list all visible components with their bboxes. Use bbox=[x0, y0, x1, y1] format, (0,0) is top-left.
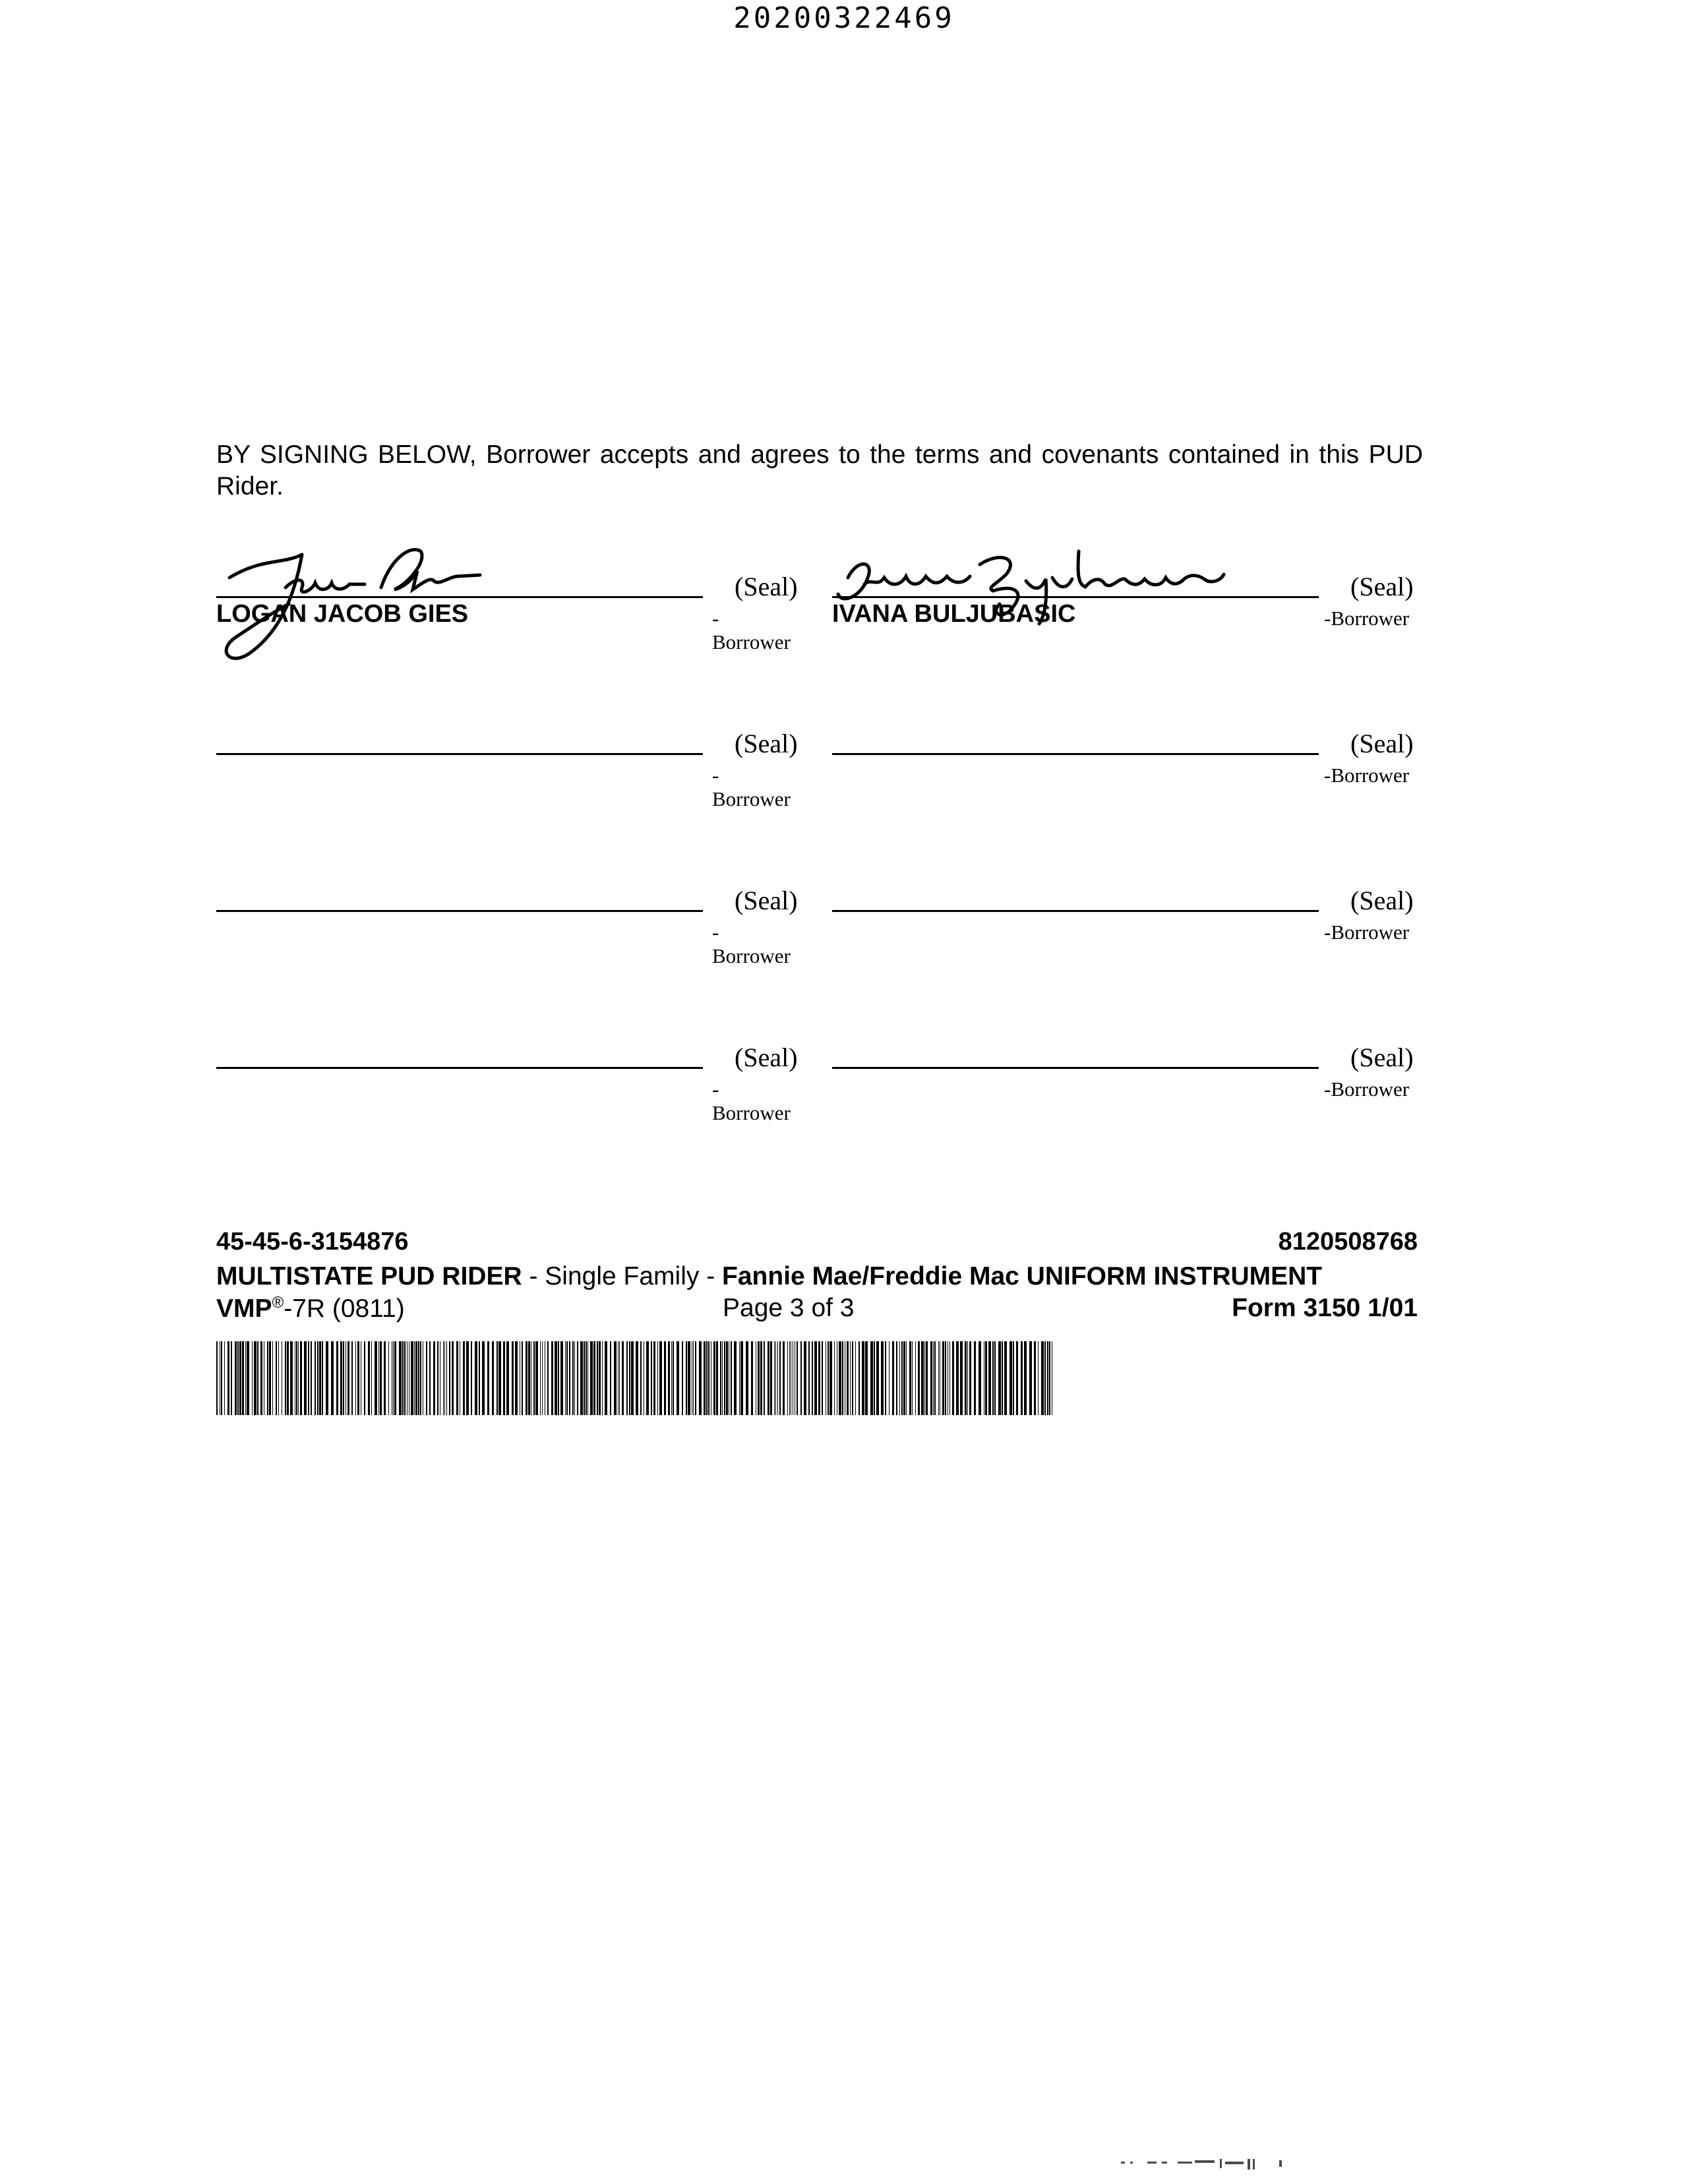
barcode-bar bbox=[619, 1341, 620, 1415]
signing-statement: BY SIGNING BELOW, Borrower accepts and agrees to the terms and covenants contained in this PUD Rider. bbox=[216, 440, 1423, 501]
barcode-bar bbox=[930, 1341, 932, 1415]
barcode-bar bbox=[433, 1341, 435, 1415]
form-title-name: MULTISTATE PUD RIDER bbox=[216, 1262, 522, 1290]
seal-label: (Seal) bbox=[735, 886, 798, 915]
barcode-bar bbox=[646, 1341, 649, 1415]
barcode-bar bbox=[659, 1341, 662, 1415]
signature-block-borrower-1 bbox=[216, 571, 798, 653]
barcode-bar bbox=[713, 1341, 715, 1415]
barcode-bar bbox=[671, 1341, 672, 1415]
barcode-bar bbox=[512, 1341, 514, 1415]
barcode-bar bbox=[938, 1341, 939, 1415]
barcode-bar bbox=[724, 1341, 725, 1415]
barcode-bar bbox=[437, 1341, 438, 1415]
barcode-bar bbox=[934, 1341, 936, 1415]
barcode-bar bbox=[812, 1341, 813, 1415]
barcode-bar bbox=[590, 1341, 593, 1415]
barcode-bar bbox=[526, 1341, 528, 1415]
barcode-bar bbox=[446, 1341, 447, 1415]
barcode-bar bbox=[850, 1341, 851, 1415]
barcode-bar bbox=[414, 1341, 415, 1415]
barcode-bar bbox=[402, 1341, 404, 1415]
barcode-bar bbox=[622, 1341, 624, 1415]
barcode-bar bbox=[415, 1341, 417, 1415]
page-indicator: Page 3 of 3 bbox=[723, 1294, 855, 1322]
barcode-bar bbox=[899, 1341, 900, 1415]
barcode-bar bbox=[797, 1341, 798, 1415]
barcode-bar bbox=[686, 1341, 687, 1415]
barcode-bar bbox=[839, 1341, 841, 1415]
barcode-bar bbox=[992, 1341, 994, 1415]
borrower-role-label: -Borrower bbox=[1324, 921, 1410, 944]
barcode-bar bbox=[834, 1341, 835, 1415]
barcode-bar bbox=[1034, 1341, 1036, 1415]
borrower-role-label: -Borrower bbox=[712, 921, 791, 967]
barcode-bar bbox=[682, 1341, 683, 1415]
barcode-bar bbox=[881, 1341, 884, 1415]
borrower-role-label: -Borrower bbox=[712, 1077, 791, 1124]
barcode-bar bbox=[740, 1341, 743, 1415]
barcode-bar bbox=[804, 1341, 806, 1415]
registered-mark: ® bbox=[272, 1294, 284, 1312]
barcode-bar bbox=[870, 1341, 873, 1415]
signature-block-borrower-6 bbox=[832, 885, 1419, 944]
barcode-bar bbox=[399, 1341, 402, 1415]
barcode-bar bbox=[336, 1341, 338, 1415]
barcode-bar bbox=[614, 1341, 617, 1415]
barcode-bar bbox=[783, 1341, 785, 1415]
barcode-bar bbox=[664, 1341, 666, 1415]
vmp-prefix: VMP bbox=[216, 1294, 272, 1323]
barcode-bar bbox=[1049, 1341, 1050, 1415]
barcode-bar bbox=[599, 1341, 601, 1415]
barcode-bar bbox=[388, 1341, 389, 1415]
barcode-bar bbox=[260, 1341, 262, 1415]
barcode-bar bbox=[247, 1341, 249, 1415]
barcode-bar bbox=[764, 1341, 765, 1415]
signature-block-borrower-8 bbox=[832, 1042, 1419, 1101]
borrower-role-label: -Borrower bbox=[712, 764, 791, 810]
barcode-bar bbox=[317, 1341, 318, 1415]
form-title-instrument: Fannie Mae/Freddie Mac UNIFORM INSTRUMENT bbox=[722, 1262, 1323, 1290]
barcode-bar bbox=[668, 1341, 670, 1415]
barcode-bar bbox=[487, 1341, 489, 1415]
barcode-bar bbox=[368, 1341, 370, 1415]
barcode-bar bbox=[347, 1341, 349, 1415]
barcode-bar bbox=[774, 1341, 775, 1415]
borrower-role-label: -Borrower bbox=[712, 607, 791, 653]
barcode-bar bbox=[906, 1341, 907, 1415]
barcode-bar bbox=[542, 1341, 543, 1415]
barcode-bar bbox=[515, 1341, 518, 1415]
form-title-family: - Single Family - bbox=[522, 1262, 723, 1290]
signature-block-borrower-3 bbox=[216, 728, 798, 810]
case-number: 8120508768 bbox=[1278, 1228, 1418, 1256]
barcode-bar bbox=[657, 1341, 658, 1415]
barcode-bar bbox=[610, 1341, 611, 1415]
barcode-bar bbox=[956, 1341, 959, 1415]
barcode-bar bbox=[227, 1341, 229, 1415]
barcode-bar bbox=[298, 1341, 299, 1415]
barcode-bar bbox=[276, 1341, 277, 1415]
barcode-bar bbox=[547, 1341, 549, 1415]
barcode-bar bbox=[497, 1341, 498, 1415]
barcode-bar bbox=[818, 1341, 820, 1415]
barcode-bar bbox=[1016, 1341, 1018, 1415]
barcode-bar bbox=[231, 1341, 232, 1415]
document-number: 20200322469 bbox=[733, 1, 955, 35]
barcode-bar bbox=[985, 1341, 987, 1415]
barcode-bar bbox=[1004, 1341, 1007, 1415]
barcode-bar bbox=[822, 1341, 823, 1415]
barcode-bar bbox=[378, 1341, 379, 1415]
barcode-bar bbox=[924, 1341, 925, 1415]
seal-label: (Seal) bbox=[735, 572, 798, 601]
seal-label: (Seal) bbox=[1350, 729, 1414, 758]
barcode-bar bbox=[224, 1341, 225, 1415]
barcode-bar bbox=[859, 1341, 860, 1415]
barcode-bar bbox=[375, 1341, 377, 1415]
signature-line bbox=[832, 753, 1319, 755]
barcode-bar bbox=[482, 1341, 485, 1415]
barcode-bar bbox=[787, 1341, 788, 1415]
barcode-bar bbox=[1044, 1341, 1046, 1415]
barcode-bar bbox=[463, 1341, 465, 1415]
barcode-bar bbox=[629, 1341, 630, 1415]
barcode-bar bbox=[885, 1341, 886, 1415]
barcode-bar bbox=[586, 1341, 587, 1415]
barcode-bar bbox=[304, 1341, 307, 1415]
barcode-bar bbox=[746, 1341, 748, 1415]
barcode-bar bbox=[828, 1341, 829, 1415]
barcode-bar bbox=[734, 1341, 737, 1415]
barcode-bar bbox=[636, 1341, 638, 1415]
barcode-bar bbox=[420, 1341, 421, 1415]
barcode-bar bbox=[988, 1341, 991, 1415]
barcode-bar bbox=[235, 1341, 237, 1415]
barcode-bar bbox=[1029, 1341, 1032, 1415]
barcode-bar bbox=[945, 1341, 946, 1415]
barcode-bar bbox=[597, 1341, 598, 1415]
borrower-role-label: -Borrower bbox=[1324, 607, 1410, 630]
barcode-bar bbox=[918, 1341, 920, 1415]
barcode-bar bbox=[555, 1341, 557, 1415]
barcode-bar bbox=[237, 1341, 239, 1415]
signature-line bbox=[216, 753, 703, 755]
barcode-bar bbox=[560, 1341, 563, 1415]
signature-line bbox=[832, 1067, 1319, 1069]
barcode-bar bbox=[257, 1341, 258, 1415]
barcode-bar bbox=[775, 1341, 776, 1415]
signature-line bbox=[216, 1067, 703, 1069]
seal-label: (Seal) bbox=[735, 1043, 798, 1072]
barcode-bar bbox=[269, 1341, 271, 1415]
barcode-bar bbox=[566, 1341, 568, 1415]
barcode-bar bbox=[449, 1341, 450, 1415]
barcode-bar bbox=[695, 1341, 696, 1415]
barcode-bar bbox=[290, 1341, 293, 1415]
barcode-bar bbox=[384, 1341, 386, 1415]
barcode-bar bbox=[380, 1341, 382, 1415]
borrower-printed-name: IVANA BULJUBASIC bbox=[832, 600, 1076, 628]
barcode-bar bbox=[716, 1341, 718, 1415]
barcode-bar bbox=[699, 1341, 702, 1415]
barcode-bar bbox=[777, 1341, 778, 1415]
signature-block-borrower-2 bbox=[832, 571, 1419, 630]
barcode-bar bbox=[340, 1341, 342, 1415]
barcode-bar bbox=[1024, 1341, 1027, 1415]
barcode-bar bbox=[296, 1341, 297, 1415]
signature-line bbox=[832, 910, 1319, 912]
scan-artifact-marks bbox=[1121, 2154, 1517, 2173]
barcode-bar bbox=[677, 1341, 679, 1415]
barcode-bar bbox=[394, 1341, 396, 1415]
barcode-bar bbox=[969, 1341, 971, 1415]
barcode-bar bbox=[252, 1341, 253, 1415]
barcode-bar bbox=[693, 1341, 694, 1415]
barcode-bar bbox=[842, 1341, 843, 1415]
barcode-bar bbox=[960, 1341, 963, 1415]
barcode-bar bbox=[429, 1341, 431, 1415]
barcode-bar bbox=[876, 1341, 879, 1415]
barcode-bar bbox=[726, 1341, 728, 1415]
barcode-bar bbox=[915, 1341, 916, 1415]
barcode-bar bbox=[540, 1341, 541, 1415]
barcode-bar bbox=[688, 1341, 690, 1415]
signature-block-borrower-5 bbox=[216, 885, 798, 967]
barcode-bar bbox=[308, 1341, 309, 1415]
barcode-bar bbox=[584, 1341, 585, 1415]
barcode-bar bbox=[364, 1341, 365, 1415]
barcode-bar bbox=[933, 1341, 934, 1415]
barcode-bar bbox=[242, 1341, 244, 1415]
barcode-bar bbox=[770, 1341, 772, 1415]
barcode-bar bbox=[896, 1341, 897, 1415]
barcode-bar bbox=[673, 1341, 674, 1415]
barcode-bar bbox=[456, 1341, 458, 1415]
form-title bbox=[216, 1262, 1322, 1291]
barcode-bar bbox=[952, 1341, 954, 1415]
barcode-bar bbox=[751, 1341, 753, 1415]
barcode-bar bbox=[577, 1341, 578, 1415]
barcode-bar bbox=[909, 1341, 911, 1415]
barcode-bar bbox=[572, 1341, 574, 1415]
barcode-bar bbox=[479, 1341, 480, 1415]
barcode-bar bbox=[829, 1341, 832, 1415]
barcode-bar bbox=[1021, 1341, 1023, 1415]
barcode-bar bbox=[965, 1341, 967, 1415]
barcode-bar bbox=[593, 1341, 595, 1415]
barcode-bar bbox=[503, 1341, 505, 1415]
barcode-bar bbox=[569, 1341, 570, 1415]
barcode-bar bbox=[239, 1341, 241, 1415]
barcode bbox=[216, 1341, 1052, 1415]
vmp-form-code bbox=[216, 1294, 405, 1323]
seal-label: (Seal) bbox=[1350, 886, 1414, 915]
barcode-bar bbox=[605, 1341, 607, 1415]
barcode-bar bbox=[357, 1341, 359, 1415]
barcode-bar bbox=[351, 1341, 353, 1415]
barcode-bar bbox=[651, 1341, 652, 1415]
barcode-bar bbox=[528, 1341, 530, 1415]
barcode-bar bbox=[272, 1341, 273, 1415]
barcode-bar bbox=[558, 1341, 559, 1415]
vmp-suffix: -7R (0811) bbox=[284, 1294, 405, 1323]
barcode-bar bbox=[739, 1341, 740, 1415]
barcode-bar bbox=[216, 1341, 218, 1415]
barcode-bar bbox=[300, 1341, 302, 1415]
seal-label: (Seal) bbox=[1350, 1043, 1414, 1072]
borrower-role-label: -Borrower bbox=[1324, 1077, 1410, 1101]
barcode-bar bbox=[287, 1341, 289, 1415]
barcode-bar bbox=[1041, 1341, 1044, 1415]
barcode-bar bbox=[758, 1341, 760, 1415]
seal-label: (Seal) bbox=[735, 729, 798, 758]
barcode-bar bbox=[768, 1341, 769, 1415]
signature-line bbox=[216, 910, 703, 912]
barcode-bar bbox=[903, 1341, 905, 1415]
barcode-bar bbox=[800, 1341, 802, 1415]
barcode-bar bbox=[847, 1341, 849, 1415]
barcode-bar bbox=[865, 1341, 868, 1415]
barcode-bar bbox=[343, 1341, 344, 1415]
barcode-bar bbox=[862, 1341, 864, 1415]
barcode-bar bbox=[708, 1341, 709, 1415]
barcode-bar bbox=[631, 1341, 634, 1415]
barcode-bar bbox=[452, 1341, 454, 1415]
barcode-bar bbox=[998, 1341, 1001, 1415]
barcode-bar bbox=[852, 1341, 853, 1415]
barcode-bar bbox=[808, 1341, 810, 1415]
barcode-bar bbox=[506, 1341, 509, 1415]
barcode-bar bbox=[994, 1341, 996, 1415]
barcode-bar bbox=[789, 1341, 790, 1415]
barcode-bar bbox=[443, 1341, 444, 1415]
barcode-bar bbox=[426, 1341, 427, 1415]
barcode-bar bbox=[498, 1341, 501, 1415]
barcode-bar bbox=[492, 1341, 494, 1415]
barcode-bar bbox=[444, 1341, 445, 1415]
barcode-bar bbox=[722, 1341, 723, 1415]
barcode-bar bbox=[371, 1341, 372, 1415]
barcode-bar bbox=[921, 1341, 924, 1415]
barcode-bar bbox=[535, 1341, 538, 1415]
barcode-bar bbox=[967, 1341, 968, 1415]
barcode-bar bbox=[855, 1341, 856, 1415]
barcode-bar bbox=[326, 1341, 328, 1415]
form-number: Form 3150 1/01 bbox=[1232, 1294, 1418, 1322]
borrower-printed-name: LOGAN JACOB GIES bbox=[216, 600, 469, 628]
seal-label: (Seal) bbox=[1350, 572, 1414, 601]
barcode-bar bbox=[471, 1341, 472, 1415]
barcode-bar bbox=[1038, 1341, 1039, 1415]
barcode-bar bbox=[311, 1341, 312, 1415]
barcode-bar bbox=[1013, 1341, 1014, 1415]
barcode-bar bbox=[574, 1341, 575, 1415]
signature-block-borrower-7 bbox=[216, 1042, 798, 1124]
signature-block-borrower-4 bbox=[832, 728, 1419, 787]
barcode-bar bbox=[1047, 1341, 1048, 1415]
barcode-bar bbox=[731, 1341, 732, 1415]
barcode-bar bbox=[720, 1341, 721, 1415]
barcode-bar bbox=[901, 1341, 903, 1415]
barcode-bar bbox=[874, 1341, 875, 1415]
barcode-bar bbox=[551, 1341, 553, 1415]
barcode-bar bbox=[706, 1341, 708, 1415]
barcode-bar bbox=[704, 1341, 706, 1415]
barcode-bar bbox=[466, 1341, 469, 1415]
barcode-bar bbox=[245, 1341, 246, 1415]
barcode-bar bbox=[640, 1341, 642, 1415]
barcode-bar bbox=[533, 1341, 535, 1415]
barcode-bar bbox=[979, 1341, 981, 1415]
barcode-bar bbox=[565, 1341, 566, 1415]
barcode-bar bbox=[942, 1341, 944, 1415]
barcode-bar bbox=[267, 1341, 268, 1415]
borrower-role-label: -Borrower bbox=[1324, 764, 1410, 787]
barcode-bar bbox=[221, 1341, 222, 1415]
barcode-bar bbox=[626, 1341, 628, 1415]
barcode-bar bbox=[475, 1341, 477, 1415]
barcode-bar bbox=[418, 1341, 419, 1415]
barcode-bar bbox=[974, 1341, 976, 1415]
barcode-bar bbox=[411, 1341, 413, 1415]
barcode-bar bbox=[814, 1341, 817, 1415]
barcode-bar bbox=[355, 1341, 356, 1415]
barcode-bar bbox=[926, 1341, 928, 1415]
barcode-bar bbox=[1002, 1341, 1003, 1415]
barcode-bar bbox=[580, 1341, 583, 1415]
barcode-bar bbox=[760, 1341, 762, 1415]
barcode-bar bbox=[653, 1341, 655, 1415]
barcode-bar bbox=[315, 1341, 316, 1415]
handwritten-signature-ivana bbox=[828, 538, 1250, 637]
barcode-bar bbox=[322, 1341, 323, 1415]
barcode-bar bbox=[892, 1341, 894, 1415]
barcode-bar bbox=[912, 1341, 913, 1415]
barcode-bar bbox=[404, 1341, 406, 1415]
barcode-bar bbox=[779, 1341, 781, 1415]
loan-number: 45-45-6-3154876 bbox=[216, 1228, 409, 1256]
barcode-bar bbox=[254, 1341, 256, 1415]
barcode-bar bbox=[393, 1341, 394, 1415]
barcode-bar bbox=[285, 1341, 286, 1415]
barcode-bar bbox=[1010, 1341, 1012, 1415]
barcode-bar bbox=[522, 1341, 523, 1415]
barcode-bar bbox=[319, 1341, 321, 1415]
barcode-bar bbox=[602, 1341, 603, 1415]
barcode-bar bbox=[331, 1341, 334, 1415]
handwritten-signature-logan bbox=[203, 531, 506, 690]
barcode-bar bbox=[278, 1341, 279, 1415]
